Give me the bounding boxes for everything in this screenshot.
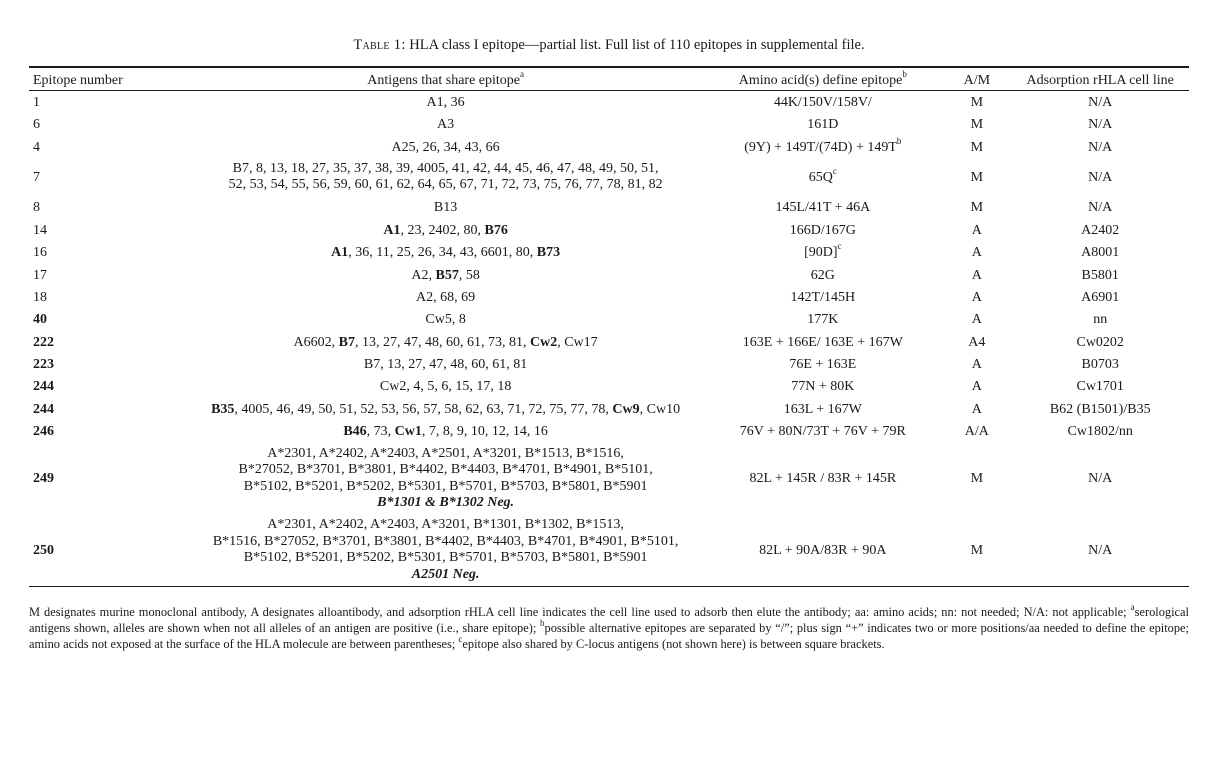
table-row	[29, 219, 1189, 241]
epitope-number-cell: 8	[33, 200, 40, 216]
table-header	[29, 67, 1189, 91]
header-amino-acids-footnote-mark: b	[902, 69, 907, 80]
table-row	[29, 91, 1189, 114]
am-cell: A/A	[964, 424, 989, 440]
epitope-number-cell: 16	[33, 245, 47, 261]
table-row	[29, 398, 1189, 420]
am-cell: A	[971, 267, 982, 283]
table-row	[29, 353, 1189, 375]
epitope-number-cell: 246	[33, 424, 54, 440]
am-cell: A	[971, 245, 982, 261]
amino-acids-cell: $65Q^c$	[808, 166, 837, 185]
header-adsorption: Adsorption rHLA cell line	[1011, 67, 1189, 91]
footnote-mark-a: a	[1130, 601, 1135, 612]
epitope-number-cell: 6	[33, 117, 40, 133]
antigens-line: A1, 36	[426, 94, 465, 110]
table-caption-text: HLA class I epitope—partial list. Full list of 110 epitopes in supplemental file.	[409, 37, 865, 53]
table-row	[29, 420, 1189, 442]
table-row	[29, 158, 1189, 196]
footnote-mark: c	[837, 241, 842, 252]
amino-acids-cell: 77N + 80K	[791, 379, 855, 395]
adsorption-cell: B5801	[1081, 267, 1119, 283]
epitope-number-cell: 7	[33, 169, 40, 185]
adsorption-cell: N/A	[1088, 471, 1113, 487]
header-antigens-footnote-mark: a	[520, 69, 524, 80]
antigens-line: B46, 73, Cw1, 7, 8, 9, 10, 12, 14, 16	[343, 424, 548, 440]
adsorption-cell: A2402	[1081, 222, 1120, 238]
table-row	[29, 241, 1189, 263]
adsorption-cell: N/A	[1088, 94, 1113, 110]
epitope-number-cell: 250	[29, 514, 188, 586]
table-row	[29, 264, 1189, 286]
header-epitope-number: Epitope number	[29, 67, 188, 91]
table-row	[29, 443, 1189, 514]
footnote-mark: c	[832, 166, 837, 177]
adsorption-cell: N/A	[1088, 117, 1113, 133]
adsorption-cell: B62 (B1501)/B35	[1049, 401, 1151, 417]
table-row	[29, 514, 1189, 586]
footnote-mark: b	[896, 135, 902, 146]
epitope-number-cell: 222	[33, 334, 54, 350]
am-cell: A	[971, 401, 982, 417]
amino-acids-cell: 76V + 80N/73T + 76V + 79R	[739, 424, 906, 440]
antigens-line: B7, 13, 27, 47, 48, 60, 61, 81	[363, 357, 528, 373]
amino-acids-cell: 82L + 90A/83R + 90A	[703, 514, 942, 586]
epitope-number-cell: 40	[33, 312, 47, 328]
antigens-line: A2501 Neg.	[411, 566, 480, 582]
antigens-line: B7, 8, 13, 18, 27, 35, 37, 38, 39, 4005, 41, 42, 44, 45, 46, 47, 48, 49, 50, 51,	[232, 160, 659, 176]
antigens-line: B*1516, B*27052, B*3701, B*3801, B*4402, B*4403, B*4701, B*4901, B*5101,	[212, 533, 679, 549]
antigens-cell	[188, 219, 704, 241]
am-cell: M	[942, 514, 1011, 586]
header-antigens: Antigens that share epitope$^a$	[188, 67, 704, 91]
antigens-cell	[188, 514, 704, 586]
am-cell: A	[971, 357, 982, 373]
amino-acids-cell: 82L + 145R / 83R + 145R	[749, 471, 897, 487]
epitope-number-cell: 17	[33, 267, 47, 283]
am-cell: A	[971, 379, 982, 395]
antigens-cell	[188, 331, 704, 353]
adsorption-cell: N/A	[1088, 200, 1113, 216]
antigens-line: A2, B57, 58	[411, 267, 480, 283]
am-cell: M	[970, 117, 984, 133]
epitope-number-cell: 18	[33, 289, 47, 305]
footnote-mark-b: b	[540, 618, 545, 629]
antigens-line: A*2301, A*2402, A*2403, A*2501, A*3201, B*1513, B*1516,	[267, 445, 624, 461]
antigens-cell	[188, 309, 704, 331]
epitope-number-cell: 249	[33, 471, 54, 487]
adsorption-cell: Cw1802/nn	[1067, 424, 1133, 440]
antigens-line: B35, 4005, 46, 49, 50, 51, 52, 53, 56, 57, 58, 62, 63, 71, 72, 75, 77, 78, Cw9, Cw10	[211, 401, 681, 417]
table-label: Table 1:	[353, 37, 406, 53]
epitope-number-cell: 1	[33, 94, 40, 110]
am-cell: A	[971, 222, 982, 238]
amino-acids-cell: 166D/167G	[789, 222, 856, 238]
am-cell: M	[970, 200, 984, 216]
amino-acids-cell: 163L + 167W	[783, 401, 862, 417]
antigens-cell	[188, 113, 704, 135]
adsorption-cell: N/A	[1011, 514, 1189, 586]
antigens-cell	[188, 286, 704, 308]
antigens-line: Cw2, 4, 5, 6, 15, 17, 18	[379, 379, 512, 395]
antigens-line: A*2301, A*2402, A*2403, A*3201, B*1301, B*1302, B*1513,	[267, 517, 624, 533]
epitope-number-cell: 244	[33, 401, 54, 417]
antigens-line: A3	[437, 117, 455, 133]
amino-acids-cell: 161D	[807, 117, 839, 133]
antigens-cell	[188, 241, 704, 263]
table-row	[29, 113, 1189, 135]
am-cell: M	[970, 169, 984, 185]
amino-acids-cell: 163E + 166E/ 163E + 167W	[742, 334, 903, 350]
antigens-cell	[188, 264, 704, 286]
amino-acids-cell: $[90D]^c$	[804, 241, 842, 261]
antigens-cell	[188, 398, 704, 420]
epitope-number-cell: 14	[33, 222, 47, 238]
antigens-line: A1, 23, 2402, 80, B76	[383, 222, 508, 238]
footnote-mark-c: c	[458, 634, 463, 645]
antigens-cell	[188, 197, 704, 219]
adsorption-cell: B0703	[1081, 357, 1119, 373]
table-caption	[0, 36, 1208, 54]
table-row	[29, 286, 1189, 308]
table-row	[29, 331, 1189, 353]
antigens-cell	[188, 136, 704, 158]
amino-acids-cell: 177K	[807, 312, 839, 328]
table-row	[29, 309, 1189, 331]
am-cell: A4	[968, 334, 986, 350]
adsorption-cell: Cw0202	[1076, 334, 1124, 350]
am-cell: A	[971, 312, 982, 328]
amino-acids-cell: 142T/145H	[790, 289, 856, 305]
amino-acids-cell: 44K/150V/158V/	[773, 94, 872, 110]
antigens-cell	[188, 91, 704, 114]
adsorption-cell: N/A	[1088, 169, 1113, 185]
antigens-line: A25, 26, 34, 43, 66	[391, 139, 500, 155]
am-cell: M	[970, 471, 984, 487]
antigens-cell	[188, 420, 704, 442]
antigens-line: A1, 36, 11, 25, 26, 34, 43, 6601, 80, B73	[331, 245, 561, 261]
antigens-line: B*5102, B*5201, B*5202, B*5301, B*5701, B*5703, B*5801, B*5901	[243, 550, 648, 566]
table-row	[29, 136, 1189, 158]
header-am: A/M	[942, 67, 1011, 91]
table-row	[29, 376, 1189, 398]
amino-acids-cell: 62G	[810, 267, 835, 283]
epitope-table	[29, 66, 1189, 587]
antigens-line: B13	[433, 200, 458, 216]
antigens-cell	[188, 158, 704, 196]
am-cell: A	[971, 289, 982, 305]
table-body	[29, 91, 1189, 587]
epitope-number-cell: 223	[33, 357, 54, 373]
antigens-line: Cw5, 8	[425, 312, 466, 328]
adsorption-cell: nn	[1093, 312, 1108, 328]
amino-acids-cell: 145L/41T + 46A	[775, 200, 871, 216]
am-cell: M	[970, 139, 984, 155]
adsorption-cell: A6901	[1081, 289, 1120, 305]
antigens-line: B*27052, B*3701, B*3801, B*4402, B*4403, B*4701, B*4901, B*5101,	[238, 462, 653, 478]
antigens-cell	[188, 353, 704, 375]
antigens-cell	[188, 443, 704, 514]
am-cell: M	[970, 94, 984, 110]
adsorption-cell: Cw1701	[1076, 379, 1124, 395]
epitope-number-cell: 4	[33, 139, 40, 155]
antigens-cell	[188, 376, 704, 398]
amino-acids-cell: $(9Y) + 149T/(74D) + 149T^b$	[744, 135, 902, 155]
antigens-line: B*1301 & B*1302 Neg.	[377, 495, 515, 511]
antigens-line: A6602, B7, 13, 27, 47, 48, 60, 61, 73, 81, Cw2, Cw17	[293, 334, 598, 350]
adsorption-cell: A8001	[1081, 245, 1120, 261]
epitope-number-cell: 244	[33, 379, 54, 395]
antigens-line: B*5102, B*5201, B*5202, B*5301, B*5701, B*5703, B*5801, B*5901	[243, 478, 648, 494]
antigens-line: A2, 68, 69	[416, 289, 476, 305]
table-row	[29, 197, 1189, 219]
header-row	[29, 67, 1189, 91]
antigens-line: 52, 53, 54, 55, 56, 59, 60, 61, 62, 64, 65, 67, 71, 72, 73, 75, 76, 77, 78, 81, 82	[228, 177, 663, 193]
table-footnote: M designates murine monoclonal antibody, A designates alloantibody, and adsorption rHLA cell line indicates the cell line used to adsorb then elute the antibody; aa: amino acids; nn: not needed; N/A: not applicable; $^a$serological antigens shown, alleles are shown when not all alleles of an antigen are positive (i.e., share epitope); $^b$possible alternative epitopes are separated by “/”; plus sign “+” indicates two or more positions/aa needed to define the epitope; amino acids not exposed at the surface of the HLA molecule are between parentheses; $^c$epitope also shared by C-locus antigens (not shown here) is between square brackets.	[29, 601, 1189, 652]
amino-acids-cell: 76E + 163E	[789, 357, 857, 373]
header-amino-acids: Amino acid(s) define epitope$^b$	[703, 67, 942, 91]
adsorption-cell: N/A	[1088, 139, 1113, 155]
